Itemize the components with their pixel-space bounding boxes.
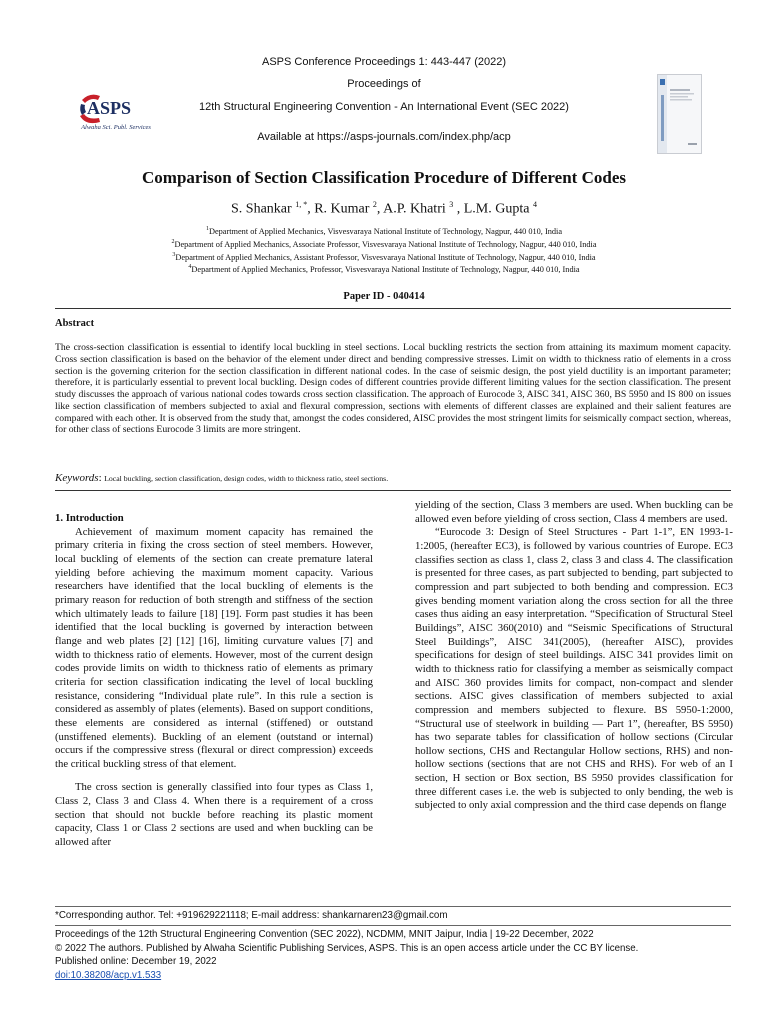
proceedings-line: Proceedings of the 12th Structural Engineering Convention (SEC 2022), NCDMM, MNIT Jaipur, India | 19-22 December, 2022 [55,929,594,940]
doi-link[interactable]: doi:10.38208/acp.v1.533 [55,969,162,981]
event-name: 12th Structural Engineering Convention - An International Event (SEC 2022) [199,101,569,113]
author-list [0,200,768,218]
affiliation-2 [0,239,768,249]
asps-logo-mark [76,86,156,126]
body-paragraph: The cross section is generally classified into four types as Class 1, Class 2, Class 3 and Class 4. When there is a requirement of a cross section that should not buckle before reaching its plastic moment capacity, Class 1 or Class 2 sections are used and when buckling can be allowed after [55,781,373,849]
journal-cover-thumbnail [657,74,702,154]
affiliation-text: Department of Applied Mechanics, Assistant Professor, Visvesvaraya National Institute of Technology, Nagpur, 440 010, India [175,252,596,262]
footer-block [55,928,638,982]
keywords [55,472,731,484]
abstract-heading: Abstract [55,318,95,329]
logo-subtext: Alwaha Sci. Publ. Services [81,124,151,131]
cover-icon [658,75,701,153]
author-superscript: 1, * [295,200,308,209]
copyright-line: © 2022 The authors. Published by Alwaha Scientific Publishing Services, ASPS. This is an open access article under the CC BY license. [55,942,639,954]
corresponding-author: *Corresponding author. Tel: +919629221118; E-mail address: shankarnaren23@gmail.com [55,910,448,921]
keywords-label: Keywords [55,472,99,484]
author-name: S. Shankar [231,201,292,217]
affiliation-1 [0,226,768,236]
author-name: , R. Kumar [307,201,370,217]
affiliation-sup: 1 [205,226,209,232]
affiliation-sup: 2 [171,239,175,245]
body-column-right [415,499,733,813]
journal-line: ASPS Conference Proceedings 1: 443-447 (2022) [262,56,506,68]
author-superscript: 4 [532,200,537,209]
keywords-text: Local buckling, section classification, design codes, width to thickness ratio, steel sections. [104,474,389,483]
paper-id: Paper ID - 040414 [343,291,425,302]
abstract-text: The cross-section classification is essential to identify local buckling in steel sections. Local buckling restricts the section from attaining its maximum moment capacity. Cross section classification is based on the behavior of the element under direct and bending compressive stresses. Limit on width to thickness ratio of elements in a cross section is the governing criterion for the section classification in different national codes. In the case of seismic design, the post yield ductility is an important parameter; therefore, it is particularly essential to prevent local buckling. Design codes of different countries provide different limiting values for the section classification. The present study discusses the approach of various national codes towards cross section classification. The approach of Eurocode 3, AISC 341, AISC 360, BS 5950 and IS 800 on issues like section classification of members subjected to axial and flexural compression, sections with elements of different classes are explained and their salient features are compared with each other. It is observed from the study that, amongst the codes considered, AISC provides the most stringent limits for seismically compact section, whereas, for other class of sections Eurocode 3 limits are more stringent. [55,342,731,436]
available-at: Available at https://asps-journals.com/index.php/acp [257,131,511,143]
author-superscript: 3 [449,200,454,209]
body-paragraph: “Eurocode 3: Design of Steel Structures - Part 1-1”, EN 1993-1-1:2005, (hereafter EC3), is followed by various countries of Europe. EC3 classifies section as class 1, class 2, class 3 and class 4. The classification is presented for three cases, as part subjected to bending, part subjected to compression and part subjected to both bending and compression. EC3 gives bending moment variation along the cross section for all the three cases thus aiding an easy interpretation. “Specification of Structural Steel Buildings”, AISC 360(2010) and “Seismic Specifications of Structural Steel Buildings”, AISC 341(2005), (hereafter AISC), provides specifications for design of steel buildings. AISC 341 provides limit on width to thickness ratio for classifying a member as seismically compact and AISC 360 provides limits for compact, non-compact and slender sections. AISC gives classification of members subjected to axial compression and members subjected to flexure. BS 5950-1:2000, “Structural use of steelwork in building — Part 1”, (hereafter, BS 5950) has two separate tables for classification of hollow sections (Circular hollow sections, CHS and Rectangular Hollow sections, RHS) and non-hollow sections (sections that are not CHS and RHS). For web of an I section, H section or Box section, BS 5950 provides classification for three different cases i.e. the web is subjected to only bending, the web is subjected to only axial compression and the third case depends on flange [415,526,733,812]
affiliation-text: Department of Applied Mechanics, Professor, Visvesvaraya National Institute of Technology, Nagpur, 440 010, India [191,264,580,274]
body-paragraph: yielding of the section, Class 3 members are used. When buckling can be allowed even before yielding of cross section, Class 4 members are used. [415,499,733,525]
paper-title: Comparison of Section Classification Procedure of Different Codes [142,168,626,187]
affiliation-sup: 4 [188,264,192,270]
body-column-left [55,512,373,850]
affiliation-text: Department of Applied Mechanics, Visvesvaraya National Institute of Technology, Nagpur, 440 010, India [208,226,563,236]
affiliation-text: Department of Applied Mechanics, Associate Professor, Visvesvaraya National Institute of Technology, Nagpur, 440 010, India [174,239,597,249]
footnote-divider [55,906,731,907]
logo-text: ASPS [87,98,132,118]
affiliation-4 [0,264,768,274]
keywords-colon: : [98,472,102,484]
author-superscript: 2 [372,200,377,209]
published-line: Published online: December 19, 2022 [55,956,217,968]
divider [55,490,731,491]
section-heading: 1. Introduction [55,512,124,524]
proceedings-of: Proceedings of [347,78,421,90]
author-name: , L.M. Gupta [453,201,530,217]
asps-logo [76,86,156,142]
affiliation-3 [0,252,768,262]
footer-divider [55,925,731,926]
author-name: , A.P. Khatri [376,201,446,217]
body-paragraph: Achievement of maximum moment capacity has remained the primary criteria in fixing the cross section of steel members. However, local buckling of elements of the section can create premature lateral yielding before achieving the maximum moment capacity. Various researchers have identified that the local buckling of elements is the primary reason for reduction of both strength and stiffness of the section which ultimately leads to failure [18] [19]. Form past studies it has been identified that the local buckling is governed by interaction between flange and web plates [2] [12] [16], limiting curvature values [7] and width to thickness ratio of elements. However, most of the current design codes provide limits on width to thickness ratio of elements as primary criteria for section classification indicating the level of local buckling resistance, considering “Individual plate rule”. In this rule a section is considered as assembly of plates (elements). Based on support conditions, these elements are considered as internal (stiffened) or outstand (unstiffened elements). Buckling of an element (outstand or internal) occurs if the compressive stress (flexural or direct compression) exceeds the critical buckling stress of that element. [55,525,373,770]
affiliation-sup: 3 [172,252,176,258]
divider [55,308,731,309]
